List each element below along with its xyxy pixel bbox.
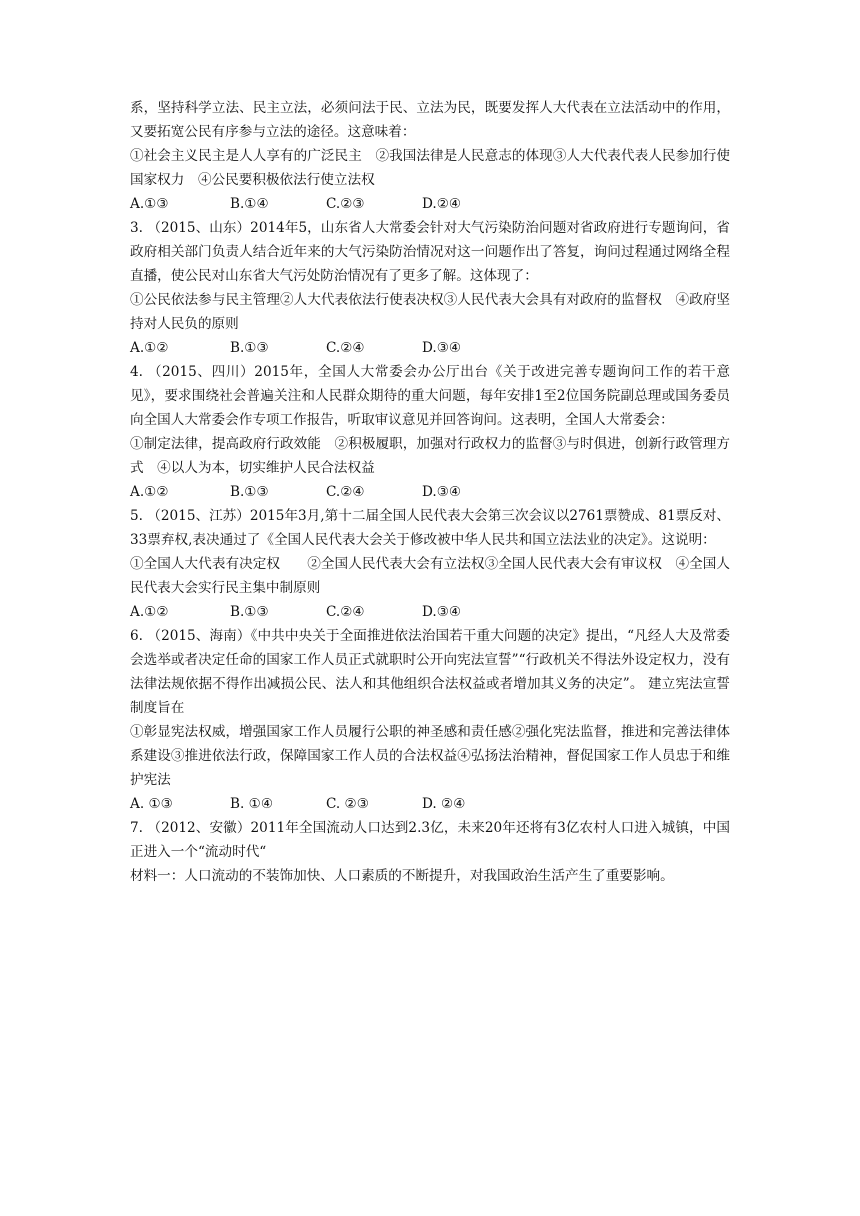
option-b: B.①④ <box>230 196 269 212</box>
question-6 <box>130 624 730 816</box>
question-material: 材料一：人口流动的不装饰加快、人口素质的不断提升，对我国政治生活产生了重要影响。 <box>130 868 674 884</box>
option-a: A.①② <box>130 340 169 356</box>
option-d: D.③④ <box>422 340 462 356</box>
option-d: D.②④ <box>422 196 462 212</box>
answer-options <box>130 600 730 624</box>
option-d: D. ②④ <box>422 796 466 812</box>
option-d: D.③④ <box>422 604 462 620</box>
question-stem: 5. （2015、江苏）2015年3月,第十二届全国人民代表大会第三次会议以2761票赞成、81票反对、33票弃权,表决通过了《全国人民代表大会关于修改被中华人民共和国立法法业的决定》。这说明： <box>130 508 730 548</box>
exam-page <box>130 96 730 888</box>
question-7 <box>130 816 730 888</box>
option-a: A.①② <box>130 604 169 620</box>
question-statements: ①全国人大代表有决定权 ②全国人民代表大会有立法权③全国人民代表大会有审议权 ④全国人民代表大会实行民主集中制原则 <box>130 556 730 596</box>
question-statements: ①制定法律，提高政府行政效能 ②积极履职，加强对行政权力的监督③与时俱进，创新行政管理方式 ④以人为本，切实维护人民合法权益 <box>130 436 730 476</box>
option-c: C.②④ <box>326 340 365 356</box>
question-stem: 7. （2012、安徽）2011年全国流动人口达到2.3亿，未来20年还将有3亿农村人口进入城镇，中国正进入一个“流动时代“ <box>130 820 730 860</box>
option-a: A.①② <box>130 484 169 500</box>
question-statements: ①公民依法参与民主管理②人大代表依法行使表决权③人民代表大会具有对政府的监督权 ④政府坚持对人民负的原则 <box>130 292 730 332</box>
question-3 <box>130 216 730 360</box>
option-b: B.①③ <box>230 484 269 500</box>
answer-options <box>130 792 730 816</box>
option-b: B.①③ <box>230 604 269 620</box>
option-a: A. ①③ <box>130 796 173 812</box>
question-stem: 4. （2015、四川）2015年，全国人大常委会办公厅出台《关于改进完善专题询问工作的若干意见》，要求围绕社会普遍关注和人民群众期待的重大问题，每年安排1至2位国务院副总理或国务委员向全国人大常委会作专项工作报告，听取审议意见并回答询问。这表明，全国人大常委会： <box>130 364 730 428</box>
question-statements: ①社会主义民主是人人享有的广泛民主 ②我国法律是人民意志的体现③人大代表代表人民参加行使国家权力 ④公民要积极依法行使立法权 <box>130 148 730 188</box>
answer-options <box>130 480 730 504</box>
question-4 <box>130 360 730 504</box>
option-c: C.②④ <box>326 604 365 620</box>
answer-options <box>130 336 730 360</box>
option-b: B. ①④ <box>230 796 274 812</box>
answer-options <box>130 192 730 216</box>
option-a: A.①③ <box>130 196 169 212</box>
option-c: C.②③ <box>326 196 365 212</box>
question-stem: 系，坚持科学立法、民主立法，必须问法于民、立法为民，既要发挥人大代表在立法活动中的作用，又要拓宽公民有序参与立法的途径。这意味着： <box>130 100 730 140</box>
option-c: C. ②③ <box>326 796 369 812</box>
question-2 <box>130 96 730 216</box>
question-statements: ①彰显宪法权威，增强国家工作人员履行公职的神圣感和责任感②强化宪法监督，推进和完善法律体系建设③推进依法行政，保障国家工作人员的合法权益④弘扬法治精神，督促国家工作人员忠于和维护宪法 <box>130 724 730 788</box>
question-stem: 3. （2015、山东）2014年5，山东省人大常委会针对大气污染防治问题对省政府进行专题询问，省政府相关部门负责人结合近年来的大气污染防治情况对这一问题作出了答复，询问过程通过网络全程直播，使公民对山东省大气污处防治情况有了更多了解。这体现了： <box>130 220 730 284</box>
question-stem: 6. （2015、海南）《中共中央关于全面推进依法治国若干重大问题的决定》提出，“凡经人大及常委会选举或者决定任命的国家工作人员正式就职时公开向宪法宣誓”“行政机关不得法外设定权力，没有法律法规依据不得作出减损公民、法人和其他组织合法权益或者增加其义务的决定”。 建立宪法宣誓制度旨在 <box>130 628 730 716</box>
option-b: B.①③ <box>230 340 269 356</box>
option-c: C.②④ <box>326 484 365 500</box>
question-5 <box>130 504 730 624</box>
option-d: D.③④ <box>422 484 462 500</box>
